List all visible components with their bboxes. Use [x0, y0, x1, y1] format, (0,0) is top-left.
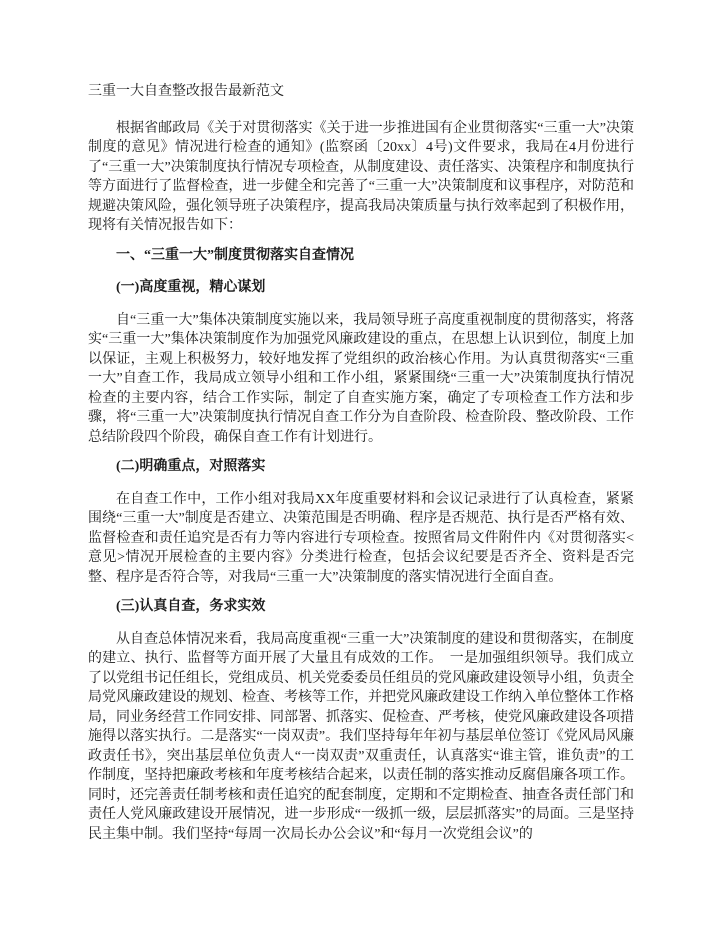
- paragraph-subsection-2: 在自查工作中，工作小组对我局XX年度重要材料和会议记录进行了认真检查，紧紧围绕“三重一大”制度是否建立、决策范围是否明确、程序是否规范、执行是否严格有效、监督检查和责任追究是否有力等内容进行专项检查。按照省局文件附件内《对贯彻落实<意见>情况开展检查的主要内容》分类进行检查，包括会议纪要是否齐全、资料是否完整、程序是否符合等，对我局“三重一大”决策制度的落实情况进行全面自查。: [88, 491, 634, 585]
- paragraph-subsection-3: 从自查总体情况来看，我局高度重视“三重一大”决策制度的建设和贯彻落实，在制度的建立、执行、监督等方面开展了大量且有成效的工作。 一是加强组织领导。我们成立了以党组书记任组长，党组成员、机关党委委员任组员的党风廉政建设领导小组，负责全局党风廉政建设的规划、检查、考核等工作，并把党风廉政建设工作纳入单位整体工作格局，同业务经营工作同安排、同部署、抓落实、促检查、严考核，使党风廉政建设各项措施得以落实执行。二是落实“一岗双责”。我们坚持每年年初与基层单位签订《党风局风廉政责任书》，突出基层单位负责人“一岗双责”双重责任，认真落实“谁主管，谁负责”的工作制度，坚持把廉政考核和年度考核结合起来，以责任制的落实推动反腐倡廉各项工作。同时，还完善责任制考核和责任追究的配套制度，定期和不定期检查、抽查各责任部门和责任人党风廉政建设开展情况，进一步形成“一级抓一级，层层抓落实”的局面。三是坚持民主集中制。我们坚持“每周一次局长办公会议”和“每月一次党组会议”的: [88, 631, 634, 842]
- document-title: 三重一大自查整改报告最新范文: [88, 84, 284, 99]
- subsection-heading-1: (一)高度重视，精心谋划: [116, 280, 266, 295]
- intro-paragraph: 根据省邮政局《关于对贯彻落实《关于进一步推进国有企业贯彻落实“三重一大”决策制度的意见》情况进行检查的通知》(监察函〔20xx〕4号)文件要求，我局在4月份进行了“三重一大”决策制度执行情况专项检查，从制度建设、责任落实、决策程序和制度执行等方面进行了监督检查，进一步健全和完善了“三重一大”决策制度和议事程序，对防范和规避决策风险，强化领导班子决策程序，提高我局决策质量与执行效率起到了积极作用，现将有关情况报告如下：: [88, 120, 634, 233]
- section-heading-main: 一、“三重一大”制度贯彻落实自查情况: [116, 247, 354, 263]
- subsection-heading-3: (三)认真自查，务求实效: [116, 599, 266, 614]
- subsection-heading-2: (二)明确重点，对照落实: [116, 459, 266, 474]
- paragraph-subsection-1: 自“三重一大”集体决策制度实施以来，我局领导班子高度重视制度的贯彻落实，将落实“三重一大”集体决策制度作为加强党风廉政建设的重点，在思想上认识到位，制度上加以保证，主观上积极努力，较好地发挥了党组织的政治核心作用。为认真贯彻落实“三重一大”自查工作，我局成立领导小组和工作小组，紧紧围绕“三重一大”决策制度执行情况检查的主要内容，结合工作实际，制定了自查实施方案，确定了专项检查工作方法和步骤，将“三重一大”决策制度执行情况自查工作分为自查阶段、检查阶段、整改阶段、工作总结阶段四个阶段，确保自查工作有计划进行。: [88, 312, 634, 445]
